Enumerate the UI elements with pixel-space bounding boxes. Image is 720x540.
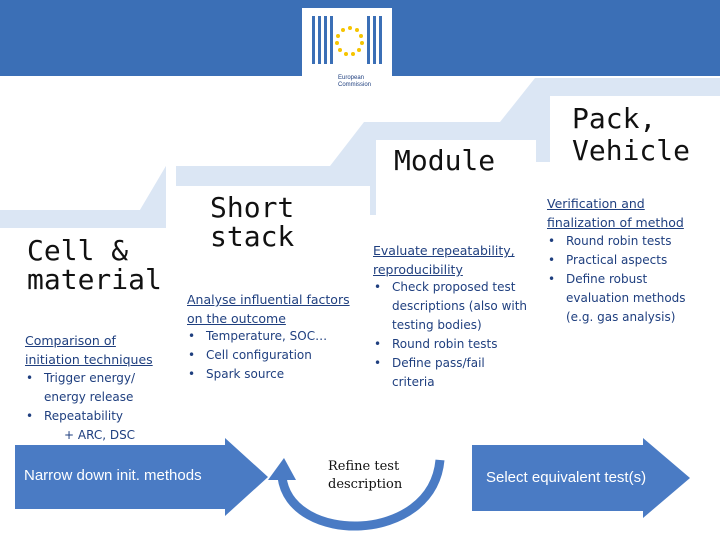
pack-title-line-1: Pack,	[572, 102, 657, 135]
refine-label-line-2: description	[328, 477, 403, 492]
cell-bullet: • Repeatability	[22, 407, 135, 426]
short-stack-bullet: • Cell configuration	[184, 346, 327, 365]
short-stack-title-line-1: Short	[210, 191, 295, 224]
module-bullet: • Define pass/fail	[370, 354, 527, 373]
module-bullet: • Round robin tests	[370, 335, 527, 354]
cell-title	[27, 236, 162, 295]
cell-extra: + ARC, DSC	[64, 428, 136, 442]
pack-bullet-cont: evaluation methods	[566, 291, 686, 305]
cell-bullet-cont: energy release	[44, 390, 134, 404]
cell-subhead	[25, 331, 153, 369]
cell-bullets	[22, 369, 135, 426]
short-stack-subhead	[187, 290, 350, 328]
pack-subhead	[547, 194, 684, 232]
short-stack-title-line-2: stack	[210, 220, 295, 254]
short-stack-title	[210, 193, 294, 252]
pack-bullet: • Round robin tests	[544, 232, 686, 251]
module-title: Module	[394, 144, 496, 177]
cell-subhead-line-2: initiation techniques	[25, 352, 153, 367]
module-subhead-line-2: reproducibility	[373, 262, 463, 277]
module-bullet-cont: criteria	[392, 375, 435, 389]
pack-title-line-2: Vehicle	[572, 134, 691, 167]
narrow-arrow-label: Narrow down init. methods	[24, 467, 202, 484]
short-stack-subhead-line-1: Analyse influential factors	[187, 292, 350, 307]
pack-subhead-line-1: Verification and	[547, 196, 645, 211]
module-bullet-cont: testing bodies)	[392, 318, 482, 332]
pack-title	[572, 103, 690, 167]
short-stack-subhead-line-2: on the outcome	[187, 311, 286, 326]
pack-bullet-cont: (e.g. gas analysis)	[566, 310, 676, 324]
pack-bullet: • Define robust	[544, 270, 686, 289]
module-bullet: • Check proposed test	[370, 278, 527, 297]
cell-bullet: • Trigger energy/	[22, 369, 135, 388]
cell-subhead-line-1: Comparison of	[25, 333, 116, 348]
module-subhead-line-1: Evaluate repeatability,	[373, 243, 515, 258]
cell-title-line-2: material	[27, 263, 162, 297]
cell-top-bg	[0, 215, 166, 228]
logo-line-1: European	[338, 75, 365, 81]
cell-title-line-1: Cell &	[27, 234, 129, 267]
short-stack-bullets	[184, 327, 327, 384]
pack-bullet: • Practical aspects	[544, 251, 686, 270]
short-stack-bullet: • Spark source	[184, 365, 327, 384]
logo-caption	[338, 75, 371, 89]
module-subhead	[373, 241, 515, 279]
short-stack-bullet: • Temperature, SOC…	[184, 327, 327, 346]
logo-line-2: Commission	[338, 82, 372, 88]
pack-subhead-line-2: finalization of method	[547, 215, 684, 230]
pack-bullets	[544, 232, 686, 327]
select-arrow-label: Select equivalent test(s)	[486, 469, 647, 486]
refine-label-line-1: Refine test	[328, 459, 400, 474]
module-bullet-cont: descriptions (also with	[392, 299, 528, 313]
module-bullets	[370, 278, 527, 392]
refine-label	[328, 458, 402, 494]
